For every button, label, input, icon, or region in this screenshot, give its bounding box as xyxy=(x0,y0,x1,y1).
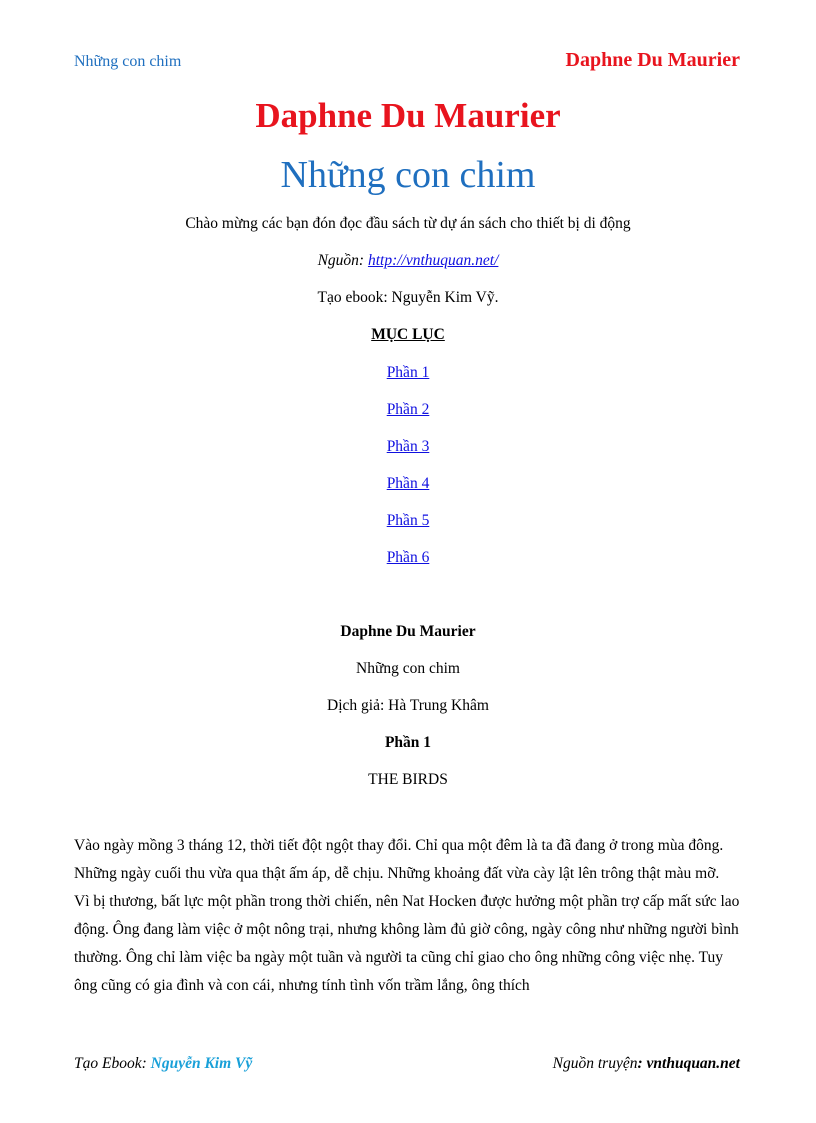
toc-heading: MỤC LỤC xyxy=(371,326,445,343)
source-line xyxy=(0,252,816,270)
chapter-book-title: Những con chim xyxy=(356,660,460,677)
footer-source-site: vnthuquan.net xyxy=(646,1055,740,1072)
chapter-author: Daphne Du Maurier xyxy=(340,623,476,640)
chapter-heading: Phần 1 xyxy=(384,734,432,751)
paragraph: Vào ngày mồng 3 tháng 12, thời tiết đột ngột thay đổi. Chỉ qua một đêm là ta đã đang ở trong mùa đông. Những ngày cuối thu vừa qua thật ấm áp, dễ chịu. Những khoảng đất vừa cày lật lên trông thật màu mỡ. xyxy=(74,837,724,882)
toc-link-part-4[interactable]: Phần 4 xyxy=(386,475,430,492)
table-of-contents xyxy=(0,363,816,585)
footer-ebook-name: Nguyễn Kim Vỹ xyxy=(150,1055,253,1072)
footer-source-separator: : xyxy=(637,1055,647,1072)
paragraph: Vì bị thương, bất lực một phần trong thời chiến, nên Nat Hocken được hưởng một phần trợ cấp mất sức lao động. Ông đang làm việc ở một nông trại, nhưng không làm đủ giờ công, ngày công như những người bình thường. Ông chỉ làm việc ba ngày một tuần và người ta cũng chỉ giao cho ông những công việc nhẹ. Tuy ông cũng có gia đình và con cái, nhưng tính tình vốn trầm lắng, ông thích xyxy=(74,893,740,994)
translator-credit: Dịch giả: Hà Trung Khâm xyxy=(327,697,489,714)
footer-source-credit xyxy=(553,1055,740,1073)
running-header-title: Những con chim xyxy=(74,53,182,70)
source-link[interactable]: http://vnthuquan.net/ xyxy=(367,252,499,269)
ebook-maker: Tạo ebook: Nguyễn Kim Vỹ. xyxy=(317,289,499,306)
toc-link-part-5[interactable]: Phần 5 xyxy=(386,512,430,529)
welcome-text: Chào mừng các bạn đón đọc đầu sách từ dự án sách cho thiết bị di động xyxy=(185,215,631,232)
chapter-subtitle: THE BIRDS xyxy=(368,771,448,788)
toc-link-part-1[interactable]: Phần 1 xyxy=(386,364,430,381)
footer-ebook-separator: : xyxy=(141,1055,151,1072)
running-header-author: Daphne Du Maurier xyxy=(565,49,740,71)
source-label: Nguồn: xyxy=(317,252,365,269)
toc-link-part-3[interactable]: Phần 3 xyxy=(386,438,430,455)
toc-link-part-2[interactable]: Phần 2 xyxy=(386,401,430,418)
footer-source-label: Nguồn truyện xyxy=(552,1055,638,1072)
footer-ebook-label: Tạo Ebook xyxy=(74,1055,142,1072)
toc-link-part-6[interactable]: Phần 6 xyxy=(386,549,430,566)
book-title: Những con chim xyxy=(280,154,536,196)
footer-ebook-credit xyxy=(74,1055,252,1073)
book-author: Daphne Du Maurier xyxy=(255,96,561,135)
chapter-body xyxy=(74,832,744,1000)
